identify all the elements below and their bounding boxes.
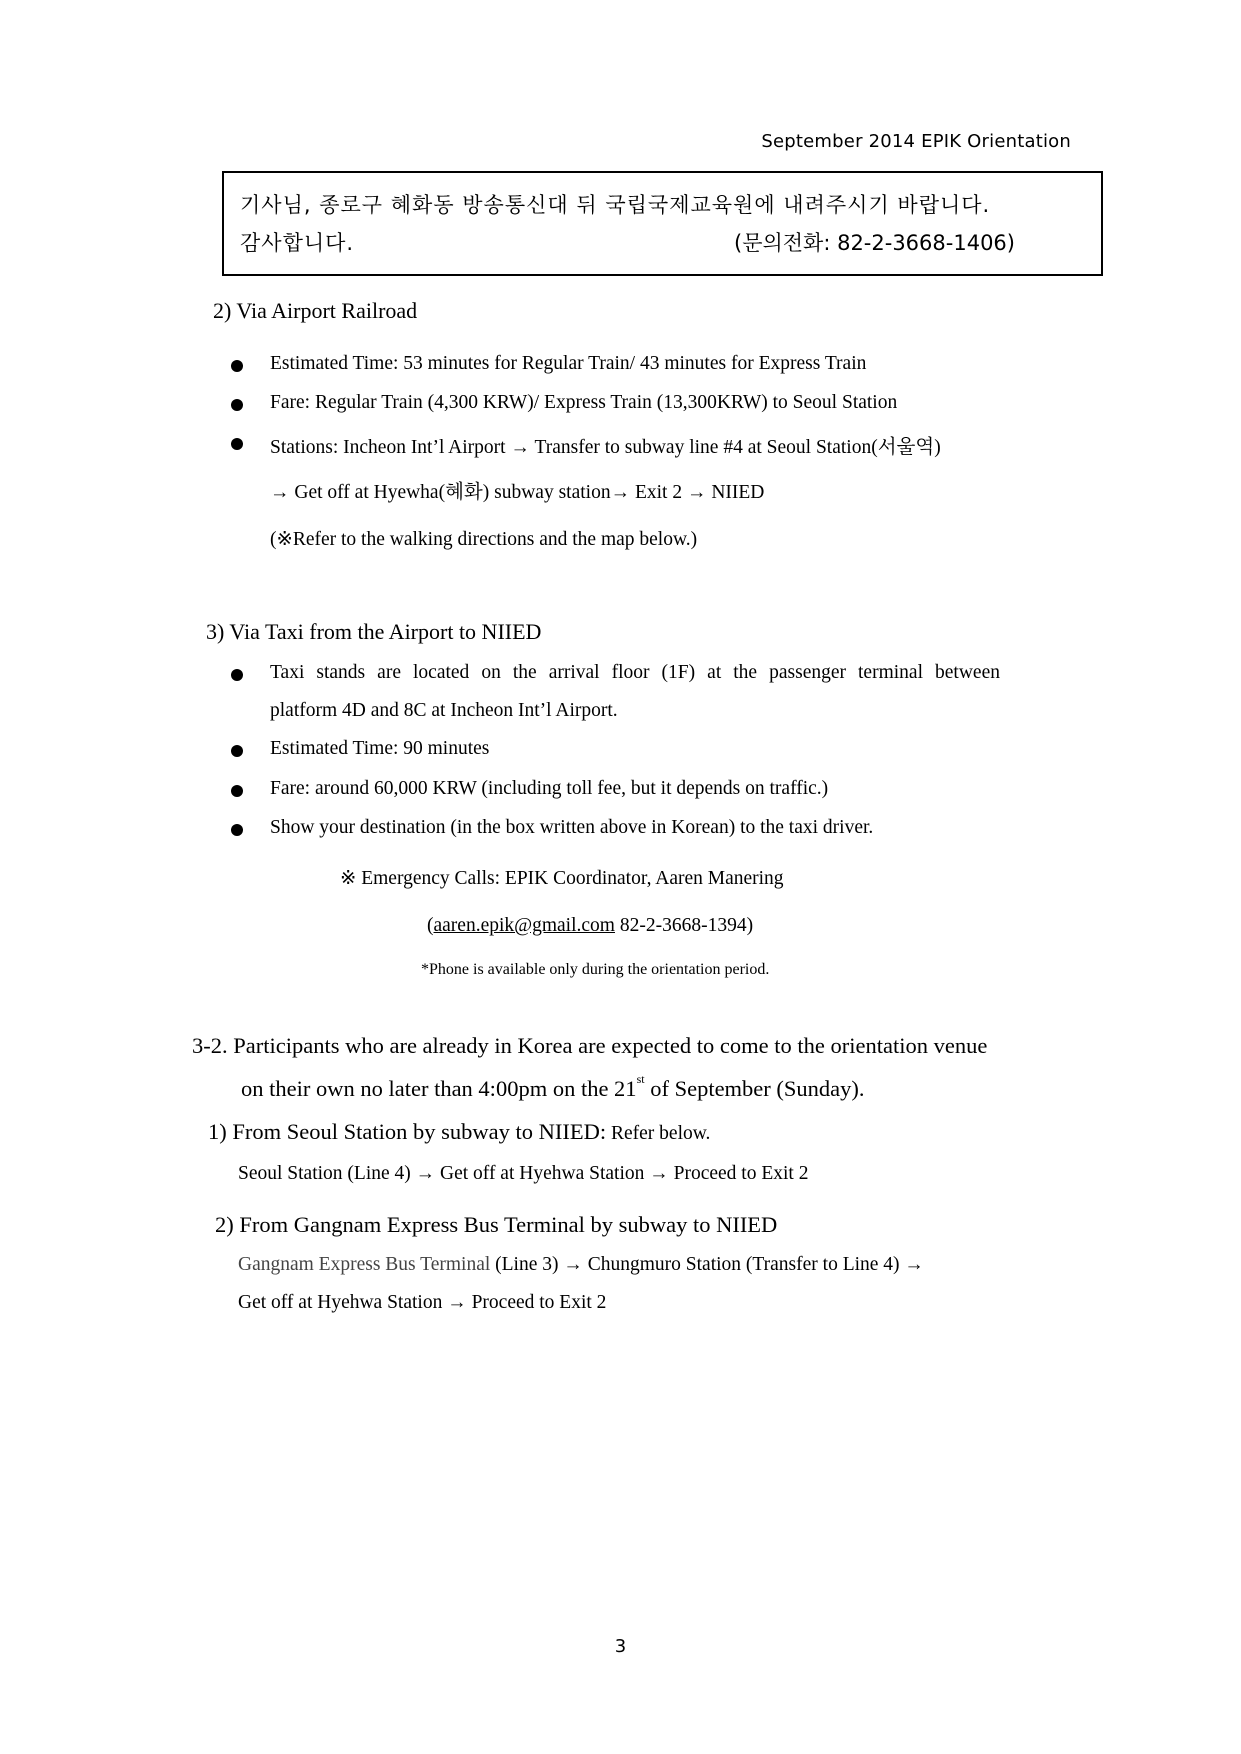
korean-thanks-line: 감사합니다.: [240, 231, 355, 255]
page-header: September 2014 EPIK Orientation: [761, 131, 1071, 152]
list-item: Stations: Incheon Int’l Airport → Transfer to subway line #4 at Seoul Station(서울역): [270, 437, 941, 458]
bullet-icon: [231, 745, 243, 757]
route-segment: (Line 3) → Chungmuro Station (Transfer to Line 4) →: [490, 1254, 924, 1275]
list-item: Fare: Regular Train (4,300 KRW)/ Express Train (13,300KRW) to Seoul Station: [270, 392, 898, 413]
section-3-2-line1: 3-2. Participants who are already in Korea are expected to come to the orientation venue: [192, 1033, 988, 1058]
route-gangnam-line1: [238, 1254, 924, 1276]
emergency-phone: 82-2-3668-1394): [614, 915, 754, 936]
korean-instruction-line: 기사님, 종로구 혜화동 방송통신대 뒤 국립국제교육원에 내려주시기 바랍니다.: [240, 193, 991, 217]
list-item-continuation: → Get off at Hyewha(혜화) subway station→ Exit 2 → NIIED: [270, 482, 765, 503]
list-item: Estimated Time: 90 minutes: [270, 738, 490, 759]
gangnam-terminal-name: Gangnam Express Bus Terminal: [238, 1254, 491, 1275]
paren-open: (: [427, 915, 434, 936]
page-number: 3: [614, 1636, 627, 1657]
list-item: Show your destination (in the box written above in Korean) to the taxi driver.: [270, 817, 874, 838]
refer-below-note: Refer below.: [606, 1123, 711, 1144]
bullet-icon: [231, 785, 243, 797]
map-reference-note: (※Refer to the walking directions and the map below.): [270, 529, 698, 550]
email-link[interactable]: aaren.epik@gmail.com: [433, 915, 615, 936]
ordinal-suffix: st: [636, 1072, 645, 1086]
list-item-continuation: platform 4D and 8C at Incheon Int’l Airport.: [270, 700, 618, 721]
subsection-seoul-station: [208, 1119, 710, 1145]
emergency-contact: [427, 915, 753, 937]
subsection-gangnam: 2) From Gangnam Express Bus Terminal by subway to NIIED: [215, 1212, 778, 1237]
list-item: Estimated Time: 53 minutes for Regular Train/ 43 minutes for Express Train: [270, 353, 867, 374]
korean-destination-box: [222, 171, 1103, 276]
emergency-calls-label: ※ Emergency Calls: EPIK Coordinator, Aaren Manering: [340, 868, 784, 889]
section-heading-taxi: 3) Via Taxi from the Airport to NIIED: [206, 619, 542, 644]
bullet-icon: [231, 399, 243, 411]
korean-contact-phone: (문의전화: 82-2-3668-1406): [734, 231, 1015, 255]
route-seoul-station: Seoul Station (Line 4) → Get off at Hyehwa Station → Proceed to Exit 2: [238, 1163, 809, 1184]
bullet-icon: [231, 438, 243, 450]
section-3-2-line2: [241, 1072, 865, 1102]
route-gangnam-line2: Get off at Hyehwa Station → Proceed to Exit 2: [238, 1292, 607, 1313]
bullet-icon: [231, 360, 243, 372]
phone-availability-note: *Phone is available only during the orientation period.: [421, 961, 770, 978]
section-heading-airport-railroad: 2) Via Airport Railroad: [213, 298, 418, 323]
deadline-text: on their own no later than 4:00pm on the 21: [241, 1076, 637, 1101]
list-item: Fare: around 60,000 KRW (including toll fee, but it depends on traffic.): [270, 778, 829, 799]
deadline-date: of September (Sunday).: [644, 1076, 865, 1101]
bullet-icon: [231, 824, 243, 836]
subsection-heading: 1) From Seoul Station by subway to NIIED:: [208, 1119, 607, 1144]
list-item: Taxi stands are located on the arrival floor (1F) at the passenger terminal between: [270, 662, 1000, 683]
bullet-icon: [231, 669, 243, 681]
